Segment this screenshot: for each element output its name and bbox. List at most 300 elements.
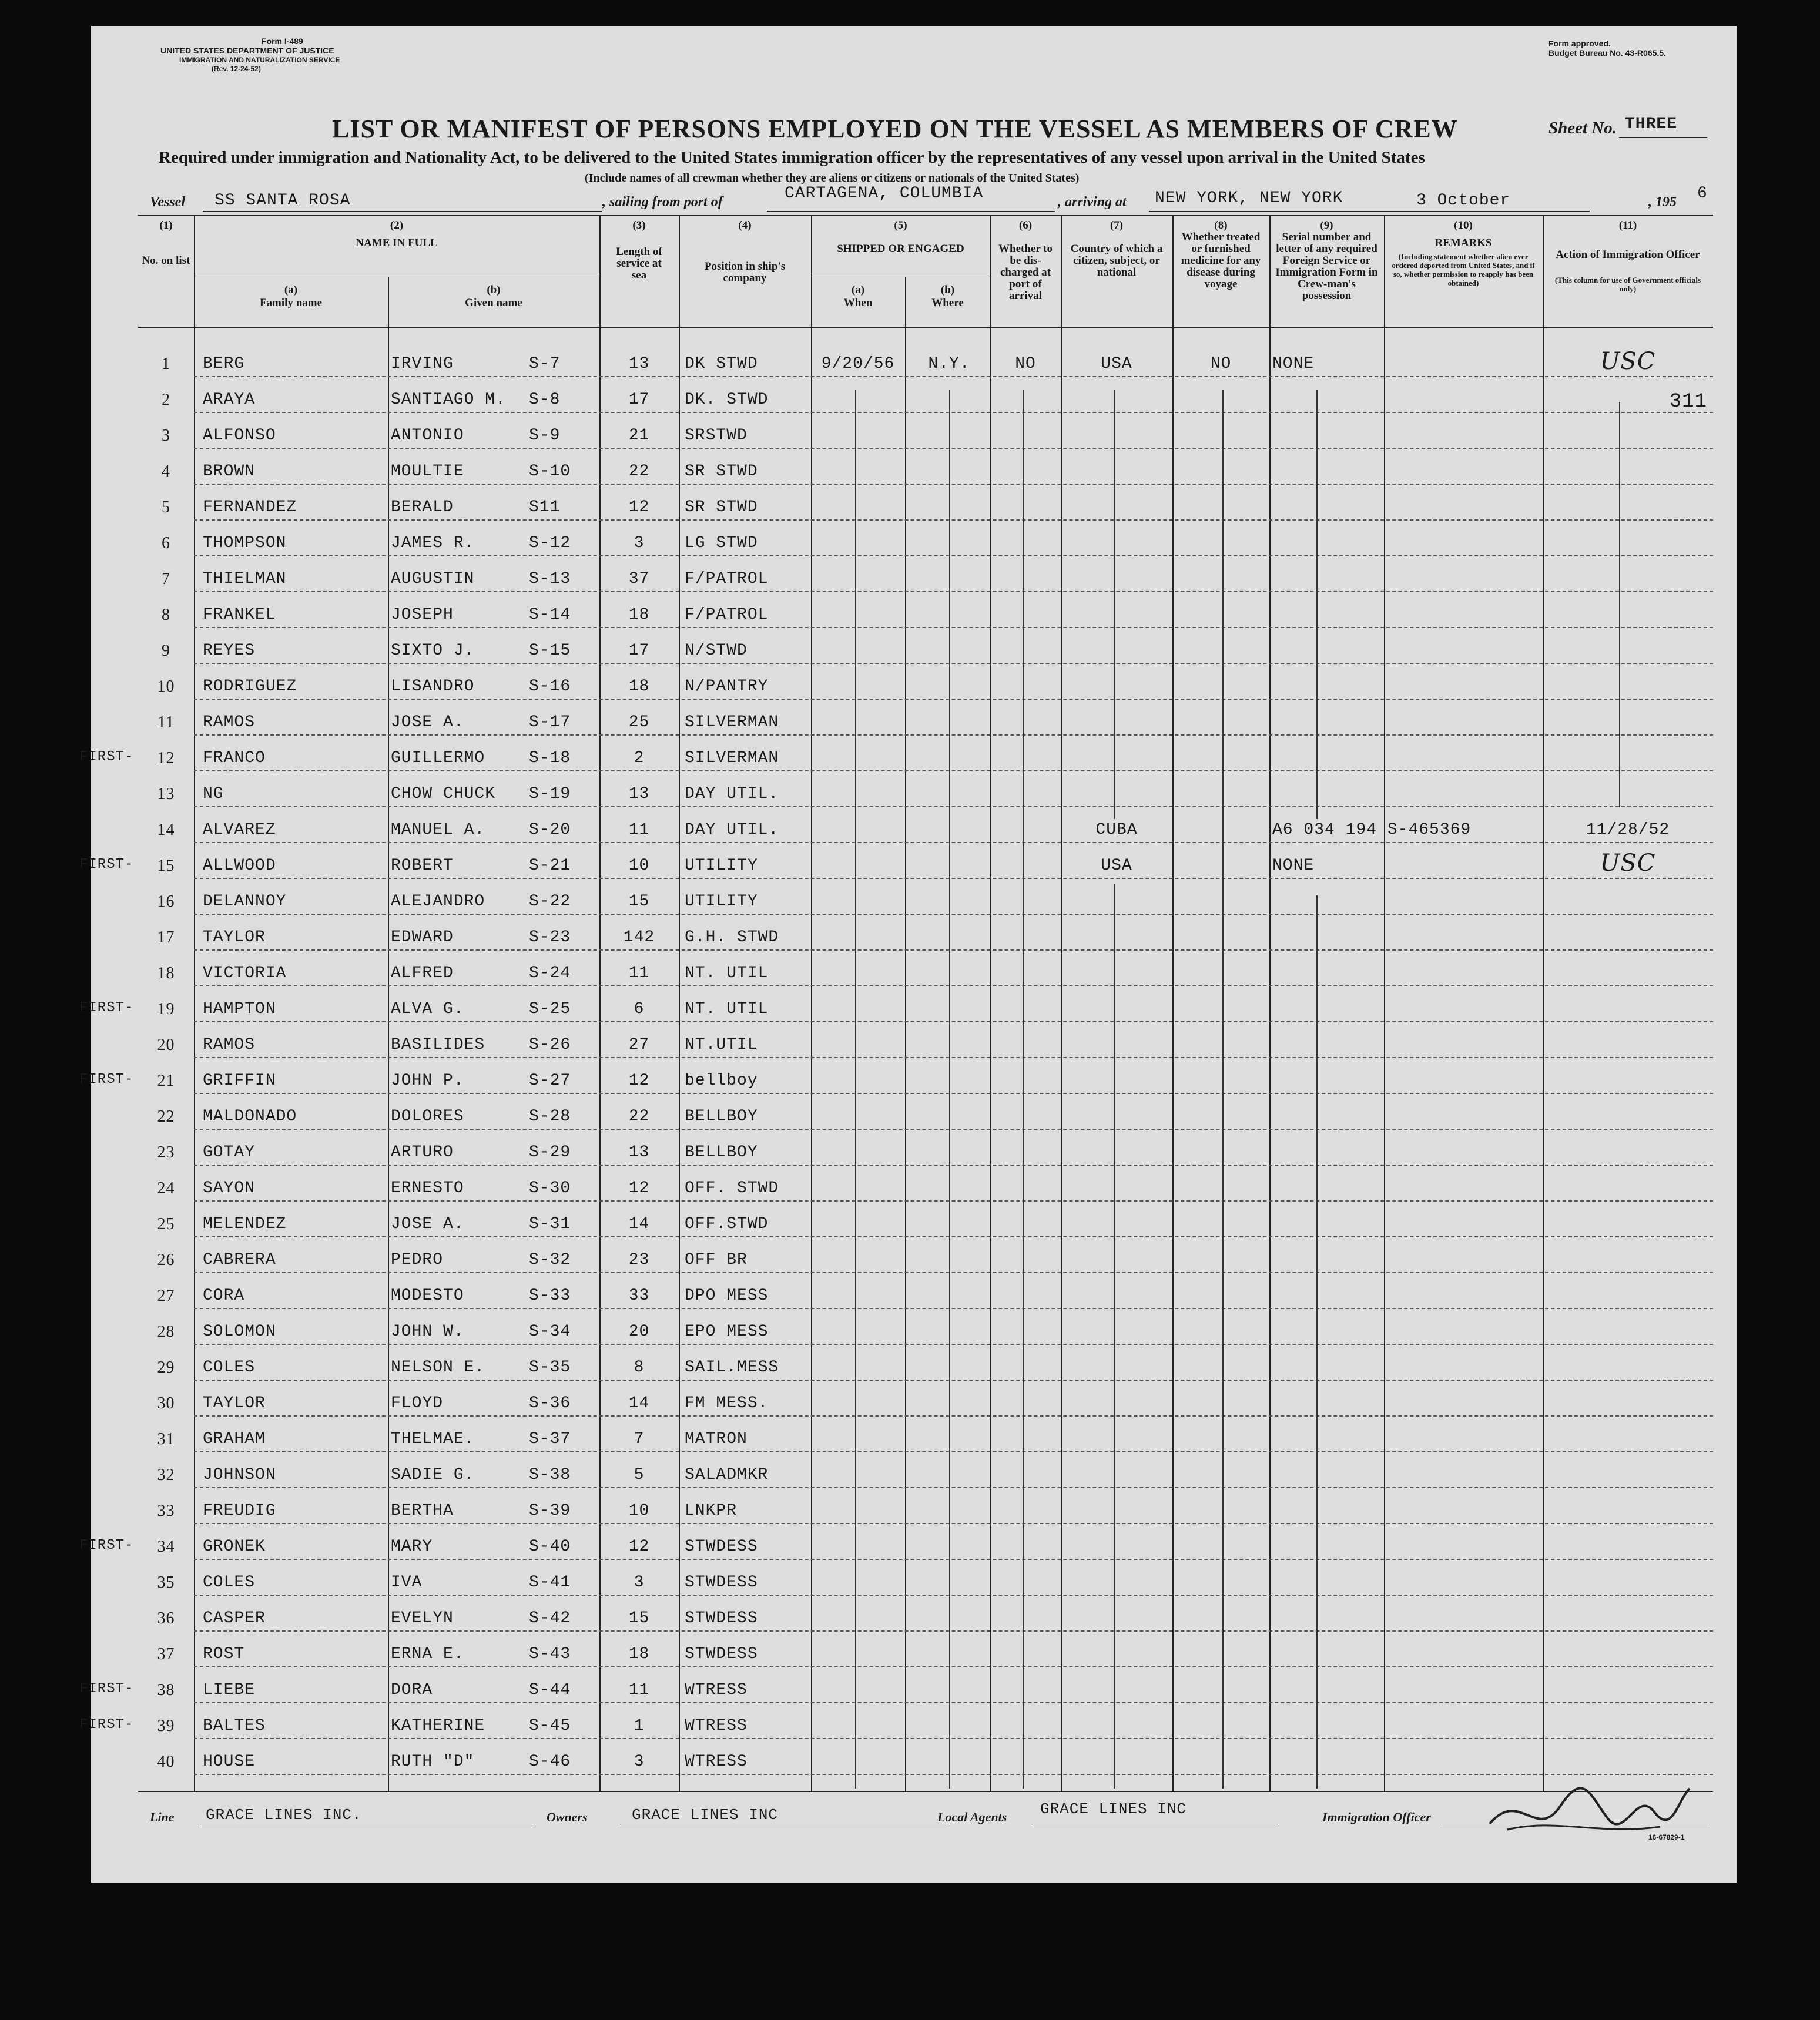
serial-number: S-23 (529, 928, 571, 947)
serial-number: S-39 (529, 1502, 571, 1520)
country: USA (1101, 857, 1132, 875)
length-of-service: 18 (628, 606, 650, 624)
col10-number: (10) (1454, 219, 1473, 231)
position: BELLBOY (685, 1108, 758, 1126)
row-number: 2 (162, 391, 170, 409)
position: MATRON (685, 1430, 748, 1448)
given-name: ERNESTO (391, 1179, 464, 1197)
serial-number: S11 (529, 498, 561, 516)
length-of-service: 14 (628, 1394, 650, 1412)
form-serial: A6 034 194 S-465369 (1272, 821, 1472, 839)
row-number: 12 (157, 749, 175, 767)
serial-number: S-12 (529, 534, 571, 552)
vessel-name: SS SANTA ROSA (214, 192, 351, 210)
col3-number: (3) (632, 219, 646, 231)
family-name: REYES (203, 642, 256, 660)
form-subtitle: Required under immigration and Nationality Act, to be delivered to the United States immigration officer by the representatives of any vessel upon arrival in the United States (159, 148, 1425, 167)
family-name: GRONEK (203, 1538, 266, 1556)
length-of-service: 1 (634, 1717, 645, 1735)
arriving-port: NEW YORK, NEW YORK (1155, 189, 1343, 207)
col1-number: (1) (159, 219, 173, 231)
length-of-service: 13 (628, 1143, 650, 1162)
family-name: ROST (203, 1645, 245, 1663)
serial-number: S-43 (529, 1645, 571, 1663)
row-number: 24 (157, 1179, 175, 1197)
col5b-header: Where (931, 297, 964, 309)
row-number: 14 (157, 821, 175, 839)
row-number: 1 (162, 355, 170, 373)
col4-number: (4) (738, 219, 752, 231)
position: SR STWD (685, 498, 758, 516)
row-number: 22 (157, 1108, 175, 1126)
length-of-service: 18 (628, 1645, 650, 1663)
position: BELLBOY (685, 1143, 758, 1162)
row-number: 29 (157, 1358, 175, 1377)
row-rule (194, 1344, 1713, 1345)
length-of-service: 12 (628, 1538, 650, 1556)
given-name: JOHN W. (391, 1323, 464, 1341)
col10-note: (Including statement whether alien ever ordered deported from United States, and if so, whether permission to reapply has been obtained) (1392, 252, 1535, 287)
family-name: THOMPSON (203, 534, 287, 552)
row-rule (194, 1630, 1713, 1632)
position: STWDESS (685, 1609, 758, 1628)
position: F/PATROL (685, 606, 769, 624)
row-number: 28 (157, 1323, 175, 1341)
position: DK STWD (685, 355, 758, 373)
form-approved: Form approved. (1548, 39, 1611, 48)
position: SRSTWD (685, 427, 748, 445)
row-rule (194, 1738, 1713, 1739)
position: OFF BR (685, 1251, 748, 1269)
col2a-header: Family name (259, 297, 323, 309)
serial-number: S-42 (529, 1609, 571, 1628)
length-of-service: 20 (628, 1323, 650, 1341)
col11-note: (This column for use of Government officials only) (1554, 276, 1701, 293)
row-number: 10 (157, 677, 175, 696)
family-name: JOHNSON (203, 1466, 276, 1484)
row-number: 6 (162, 534, 170, 552)
row-rule (194, 1057, 1713, 1058)
serial-number: S-35 (529, 1358, 571, 1377)
given-name: MODESTO (391, 1287, 464, 1305)
row-number: 4 (162, 462, 170, 481)
position: WTRESS (685, 1753, 748, 1771)
serial-number: S-14 (529, 606, 571, 624)
ditto-mark (1114, 390, 1115, 819)
form-number: Form I-489 (262, 36, 303, 46)
family-name: GRAHAM (203, 1430, 266, 1448)
col2-number: (2) (390, 219, 404, 231)
row-rule (194, 1200, 1713, 1202)
position: bellboy (685, 1072, 758, 1090)
country: CUBA (1095, 821, 1138, 839)
serial-number: S-8 (529, 391, 561, 409)
serial-number: S-26 (529, 1036, 571, 1054)
given-name: SADIE G. (391, 1466, 475, 1484)
family-name: BALTES (203, 1717, 266, 1735)
position: F/PATROL (685, 570, 769, 588)
length-of-service: 14 (628, 1215, 650, 1233)
given-name: GUILLERMO (391, 749, 485, 767)
family-name: ALFONSO (203, 427, 276, 445)
col8-number: (8) (1214, 219, 1228, 231)
family-name: RODRIGUEZ (203, 677, 297, 696)
row-rule (194, 555, 1713, 556)
length-of-service: 21 (628, 427, 650, 445)
family-name: ARAYA (203, 391, 256, 409)
row-rule (194, 448, 1713, 449)
col4-header: Position in ship's company (704, 260, 786, 284)
first-prefix: FIRST- (79, 1000, 134, 1016)
row-number: 27 (157, 1287, 175, 1305)
length-of-service: 22 (628, 462, 650, 481)
length-of-service: 3 (634, 1753, 645, 1771)
given-name: SIXTO J. (391, 642, 475, 660)
col5-header: SHIPPED OR ENGAGED (837, 243, 964, 255)
form-serial: NONE (1272, 857, 1315, 875)
serial-number: S-15 (529, 642, 571, 660)
family-name: GRIFFIN (203, 1072, 276, 1090)
family-name: VICTORIA (203, 964, 287, 982)
row-rule (194, 1523, 1713, 1524)
row-number: 20 (157, 1036, 175, 1054)
row-rule (194, 1236, 1713, 1237)
position: SILVERMAN (685, 749, 779, 767)
length-of-service: 37 (628, 570, 650, 588)
budget-number: Budget Bureau No. 43-R065.5. (1548, 48, 1666, 58)
row-number: 33 (157, 1502, 175, 1520)
row-number: 30 (157, 1394, 175, 1412)
given-name: KATHERINE (391, 1717, 485, 1735)
row-number: 35 (157, 1573, 175, 1592)
row-number: 5 (162, 498, 170, 516)
given-name: ERNA E. (391, 1645, 464, 1663)
position: DPO MESS (685, 1287, 769, 1305)
row-number: 40 (157, 1753, 175, 1771)
family-name: MALDONADO (203, 1108, 297, 1126)
row-rule (194, 1774, 1713, 1775)
col2a-number: (a) (284, 284, 298, 296)
position: N/PANTRY (685, 677, 769, 696)
sheet-number: THREE (1625, 115, 1678, 133)
first-prefix: FIRST- (79, 1681, 134, 1697)
family-name: THIELMAN (203, 570, 287, 588)
serial-number: S-38 (529, 1466, 571, 1484)
given-name: BASILIDES (391, 1036, 485, 1054)
family-name: CASPER (203, 1609, 266, 1628)
row-number: 26 (157, 1251, 175, 1269)
given-name: MOULTIE (391, 462, 464, 481)
row-number: 21 (157, 1072, 175, 1090)
serial-number: S-32 (529, 1251, 571, 1269)
family-name: HAMPTON (203, 1000, 276, 1018)
row-rule (194, 663, 1713, 664)
ditto-mark (1023, 390, 1024, 1789)
col1-header: No. on list (142, 254, 190, 267)
manifest-sheet (79, 26, 1737, 1883)
given-name: JOSE A. (391, 1215, 464, 1233)
family-name: RAMOS (203, 713, 256, 732)
row-number: 11 (157, 713, 175, 732)
owners-label: Owners (547, 1810, 588, 1824)
length-of-service: 5 (634, 1466, 645, 1484)
position: DK. STWD (685, 391, 769, 409)
given-name: THELMAE. (391, 1430, 475, 1448)
family-name: HOUSE (203, 1753, 256, 1771)
row-rule (194, 1702, 1713, 1703)
position: EPO MESS (685, 1323, 769, 1341)
given-name: ALEJANDRO (391, 892, 485, 911)
year-digit: 6 (1697, 184, 1708, 203)
row-rule (194, 985, 1713, 986)
given-name: BERTHA (391, 1502, 454, 1520)
family-name: TAYLOR (203, 928, 266, 947)
officer-action: 311 (1669, 391, 1707, 413)
length-of-service: 13 (628, 785, 650, 803)
row-number: 31 (157, 1430, 175, 1448)
given-name: IVA (391, 1573, 423, 1592)
vessel-label: Vessel (150, 194, 185, 210)
row-rule (194, 1595, 1713, 1596)
col2b-number: (b) (487, 284, 501, 296)
row-rule (194, 484, 1713, 485)
length-of-service: 11 (628, 1681, 650, 1699)
family-name: LIEBE (203, 1681, 256, 1699)
row-rule (194, 878, 1713, 879)
serial-number: S-21 (529, 857, 571, 875)
length-of-service: 17 (628, 642, 650, 660)
col5-number: (5) (894, 219, 907, 231)
position: STWDESS (685, 1538, 758, 1556)
serial-number: S-37 (529, 1430, 571, 1448)
row-rule (194, 914, 1713, 915)
row-rule (194, 949, 1713, 951)
family-name: COLES (203, 1573, 256, 1592)
position: N/STWD (685, 642, 748, 660)
arrival-date: 3 October (1416, 192, 1511, 210)
col3-header: Length of service at sea (616, 246, 662, 281)
row-number: 9 (162, 642, 170, 660)
year-prefix: , 195 (1648, 194, 1677, 210)
given-name: NELSON E. (391, 1358, 485, 1377)
length-of-service: 7 (634, 1430, 645, 1448)
row-number: 39 (157, 1717, 175, 1735)
given-name: PEDRO (391, 1251, 444, 1269)
length-of-service: 17 (628, 391, 650, 409)
serial-number: S-9 (529, 427, 561, 445)
given-name: EVELYN (391, 1609, 454, 1628)
length-of-service: 33 (628, 1287, 650, 1305)
position: UTILITY (685, 857, 758, 875)
col9-number: (9) (1320, 219, 1333, 231)
row-rule (194, 842, 1713, 843)
col6-number: (6) (1018, 219, 1033, 231)
given-name: JOSEPH (391, 606, 454, 624)
position: FM MESS. (685, 1394, 769, 1412)
serial-number: S-17 (529, 713, 571, 732)
ditto-mark (1222, 390, 1224, 1789)
given-name: AUGUSTIN (391, 570, 475, 588)
col10-header: REMARKS (1434, 237, 1492, 249)
family-name: COLES (203, 1358, 256, 1377)
serial-number: S-31 (529, 1215, 571, 1233)
family-name: FREUDIG (203, 1502, 276, 1520)
row-rule (194, 1129, 1713, 1130)
ditto-mark (1114, 884, 1115, 1789)
given-name: ROBERT (391, 857, 454, 875)
ditto-mark (1316, 390, 1318, 819)
family-name: NG (203, 785, 224, 803)
length-of-service: 3 (634, 534, 645, 552)
serial-number: S-27 (529, 1072, 571, 1090)
position: OFF.STWD (685, 1215, 769, 1233)
given-name: BERALD (391, 498, 454, 516)
row-number: 34 (157, 1538, 175, 1556)
family-name: BROWN (203, 462, 256, 481)
length-of-service: 22 (628, 1108, 650, 1126)
print-code: 16-67829-1 (1648, 1833, 1685, 1841)
family-name: GOTAY (203, 1143, 256, 1162)
col9-header: Serial number and letter of any required Foreign Service or Immigration Form in Crew-man's possession (1275, 231, 1378, 302)
service: IMMIGRATION AND NATURALIZATION SERVICE (179, 56, 340, 64)
row-rule (194, 1666, 1713, 1667)
include-note: (Include names of all crewman whether they are aliens or citizens or nationals of the United States) (585, 172, 1080, 184)
family-name: DELANNOY (203, 892, 287, 911)
serial-number: S-36 (529, 1394, 571, 1412)
row-number: 3 (162, 427, 170, 445)
family-name: SOLOMON (203, 1323, 276, 1341)
row-number: 17 (157, 928, 175, 947)
row-rule (194, 1308, 1713, 1309)
col6-header: Whether to be dis-charged at port of arrival (998, 243, 1053, 302)
row-number: 19 (157, 1000, 175, 1018)
arriving-label: , arriving at (1058, 194, 1127, 210)
family-name: FRANKEL (203, 606, 276, 624)
given-name: RUTH "D" (391, 1753, 475, 1771)
position: SALADMKR (685, 1466, 769, 1484)
position: UTILITY (685, 892, 758, 911)
family-name: TAYLOR (203, 1394, 266, 1412)
length-of-service: 3 (634, 1573, 645, 1592)
serial-number: S-30 (529, 1179, 571, 1197)
serial-number: S-33 (529, 1287, 571, 1305)
position: WTRESS (685, 1681, 748, 1699)
first-prefix: FIRST- (79, 1538, 134, 1553)
length-of-service: 10 (628, 1502, 650, 1520)
given-name: ALVA G. (391, 1000, 464, 1018)
row-number: 16 (157, 892, 175, 911)
length-of-service: 11 (628, 964, 650, 982)
given-name: LISANDRO (391, 677, 475, 696)
officer-label: Immigration Officer (1322, 1810, 1431, 1824)
serial-number: S-20 (529, 821, 571, 839)
serial-number: S-10 (529, 462, 571, 481)
col5b-number: (b) (940, 284, 955, 296)
given-name: SANTIAGO M. (391, 391, 506, 409)
length-of-service: 23 (628, 1251, 650, 1269)
given-name: IRVING (391, 355, 454, 373)
col7-header: Country of which a citizen, subject, or national (1070, 243, 1163, 278)
ditto-mark (1619, 402, 1620, 807)
row-rule (194, 627, 1713, 628)
ditto-mark (1316, 895, 1318, 1789)
length-of-service: 2 (634, 749, 645, 767)
family-name: MELENDEZ (203, 1215, 287, 1233)
row-rule (194, 1021, 1713, 1022)
officer-signature (1484, 1777, 1695, 1841)
row-rule (194, 1272, 1713, 1273)
position: STWDESS (685, 1645, 758, 1663)
row-number: 25 (157, 1215, 175, 1233)
ditto-mark (949, 390, 950, 1789)
family-name: ALLWOOD (203, 857, 276, 875)
family-name: FERNANDEZ (203, 498, 297, 516)
serial-number: S-46 (529, 1753, 571, 1771)
row-rule (194, 770, 1713, 771)
given-name: JOHN P. (391, 1072, 464, 1090)
officer-action: 11/28/52 (1586, 821, 1670, 839)
family-name: BERG (203, 355, 245, 373)
given-name: EDWARD (391, 928, 454, 947)
revision: (Rev. 12-24-52) (212, 65, 261, 73)
position: LG STWD (685, 534, 758, 552)
form-title: LIST OR MANIFEST OF PERSONS EMPLOYED ON THE VESSEL AS MEMBERS OF CREW (332, 115, 1458, 143)
given-name: CHOW CHUCK (391, 785, 496, 803)
department: UNITED STATES DEPARTMENT OF JUSTICE (160, 46, 334, 55)
country: USA (1101, 355, 1132, 373)
serial-number: S-19 (529, 785, 571, 803)
row-number: 37 (157, 1645, 175, 1663)
length-of-service: 15 (628, 1609, 650, 1628)
row-rule (194, 412, 1713, 413)
first-prefix: FIRST- (79, 749, 134, 765)
row-number: 18 (157, 964, 175, 982)
length-of-service: 10 (628, 857, 650, 875)
given-name: ALFRED (391, 964, 454, 982)
row-rule (194, 1380, 1713, 1381)
serial-number: S-28 (529, 1108, 571, 1126)
family-name: SAYON (203, 1179, 256, 1197)
serial-number: S-44 (529, 1681, 571, 1699)
row-rule (194, 591, 1713, 592)
length-of-service: 8 (634, 1358, 645, 1377)
position: G.H. STWD (685, 928, 779, 947)
first-prefix: FIRST- (79, 1717, 134, 1733)
form-serial: NONE (1272, 355, 1315, 373)
agents-value: GRACE LINES INC (1040, 1800, 1187, 1818)
row-rule (194, 1451, 1713, 1452)
serial-number: S-25 (529, 1000, 571, 1018)
officer-action: USC (1600, 850, 1656, 877)
col7-number: (7) (1110, 219, 1124, 231)
serial-number: S-40 (529, 1538, 571, 1556)
row-rule (194, 1487, 1713, 1488)
position: SR STWD (685, 462, 758, 481)
serial-number: S-16 (529, 677, 571, 696)
row-number: 8 (162, 606, 170, 624)
line-label: Line (150, 1810, 175, 1824)
length-of-service: 12 (628, 1179, 650, 1197)
family-name: RAMOS (203, 1036, 256, 1054)
position: WTRESS (685, 1717, 748, 1735)
length-of-service: 18 (628, 677, 650, 696)
serial-number: S-29 (529, 1143, 571, 1162)
serial-number: S-45 (529, 1717, 571, 1735)
position: DAY UTIL. (685, 821, 779, 839)
col8-header: Whether treated or furnished medicine for any disease during voyage (1181, 231, 1261, 290)
given-name: FLOYD (391, 1394, 444, 1412)
col2b-header: Given name (465, 297, 522, 309)
